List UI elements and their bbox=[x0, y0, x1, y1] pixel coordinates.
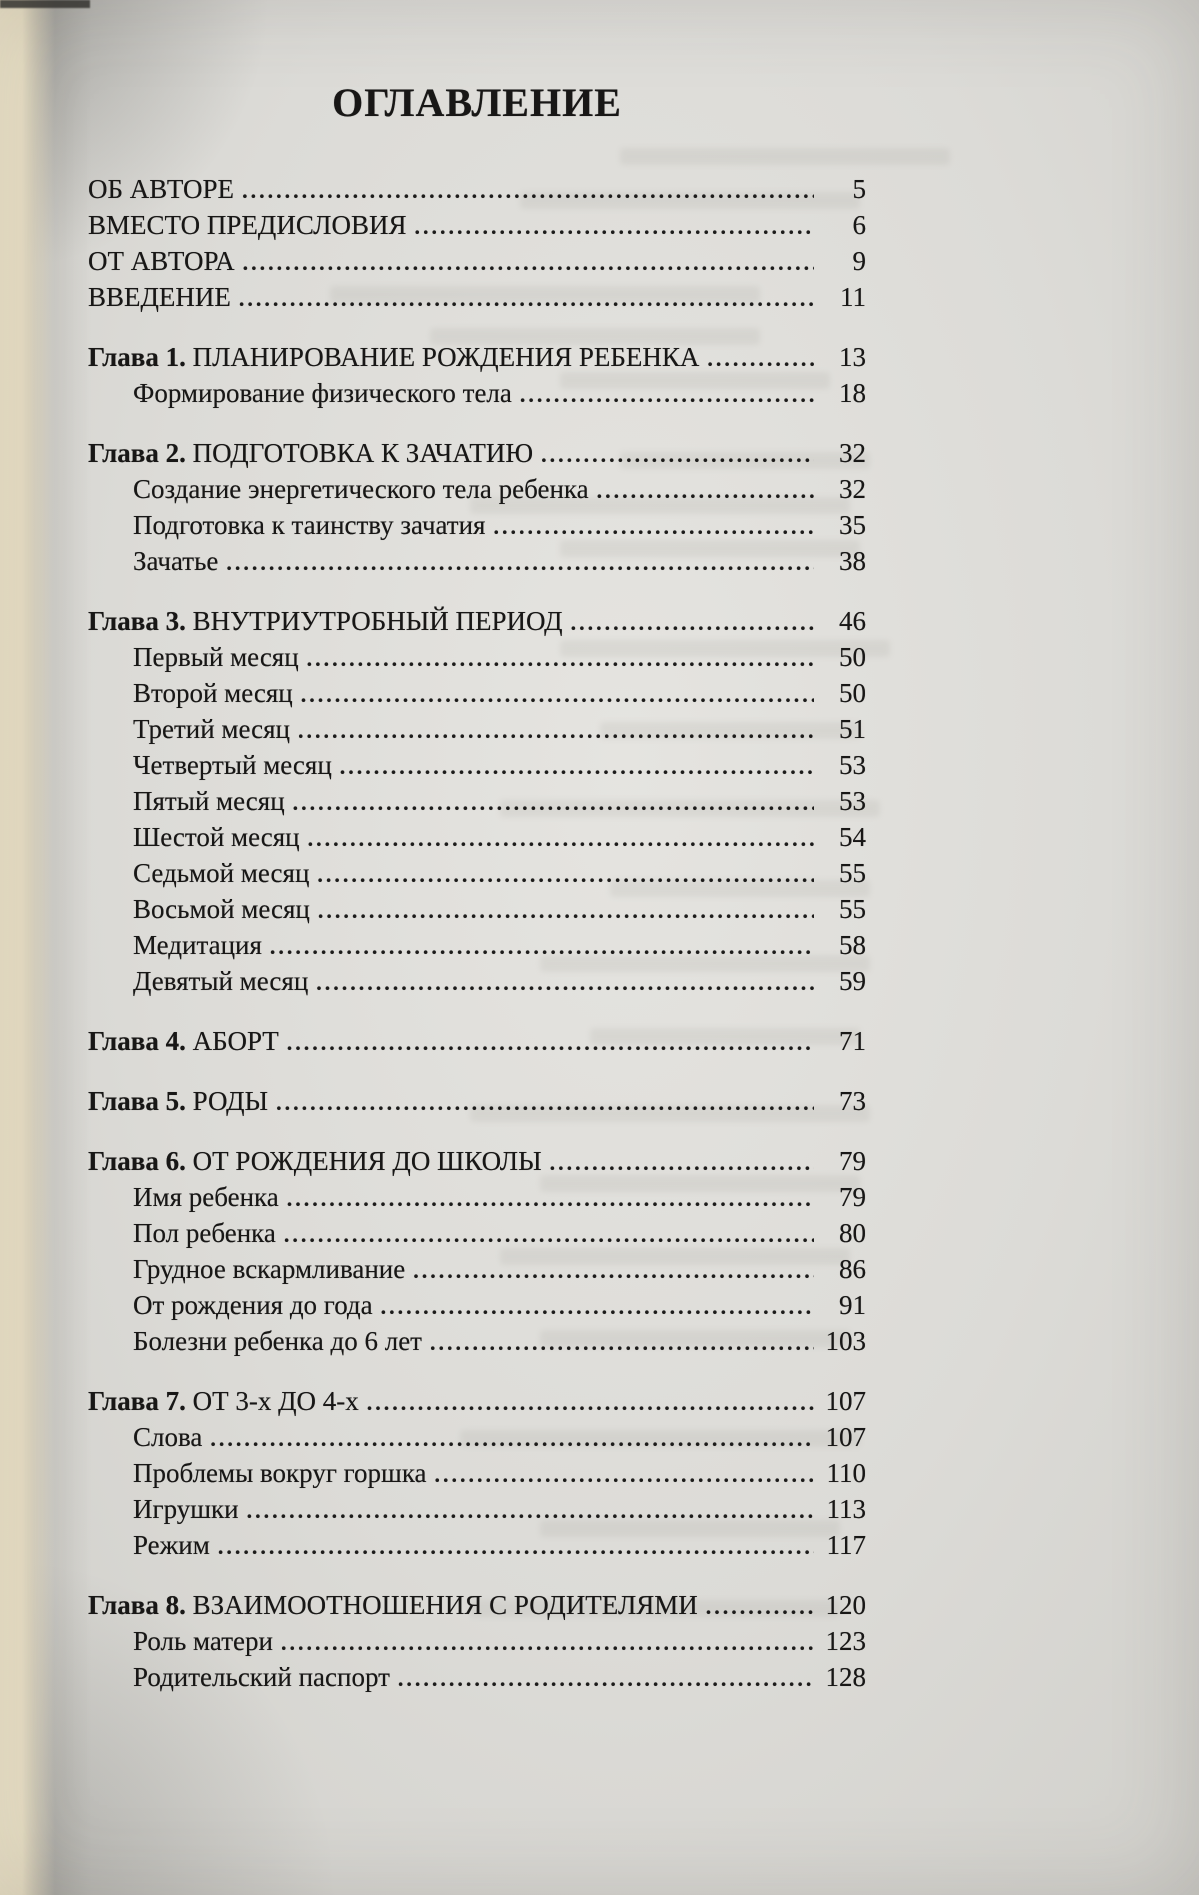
toc-entry-label bbox=[88, 340, 699, 375]
toc-chapter-block bbox=[88, 1024, 866, 1060]
toc-entry-title: Третий месяц bbox=[133, 714, 290, 744]
toc-entry-page: 107 bbox=[825, 1422, 866, 1452]
toc-entry-title: Седьмой месяц bbox=[133, 858, 310, 888]
dot-leader bbox=[287, 1181, 814, 1216]
toc-entry-label bbox=[133, 676, 293, 711]
toc-chapter-row bbox=[88, 1084, 866, 1120]
toc-chapter-block bbox=[88, 1588, 866, 1696]
toc-section-row bbox=[88, 1324, 866, 1360]
toc-entry-page: 117 bbox=[826, 1530, 866, 1560]
toc-chapter-block bbox=[88, 1084, 866, 1120]
toc-entry-page: 59 bbox=[839, 966, 866, 996]
toc-entry-page: 110 bbox=[826, 1458, 866, 1488]
dot-leader bbox=[541, 437, 814, 472]
dot-leader bbox=[707, 341, 814, 376]
toc-entry-title: Режим bbox=[133, 1530, 210, 1560]
toc-entry-label bbox=[133, 1252, 405, 1287]
toc-chapter-row bbox=[88, 436, 866, 472]
toc-entry-title: Девятый месяц bbox=[133, 966, 309, 996]
dot-leader bbox=[247, 1493, 814, 1528]
toc-entry-title: АБОРТ bbox=[192, 1026, 279, 1056]
dot-leader bbox=[571, 605, 814, 640]
toc-section-row bbox=[88, 892, 866, 928]
toc-entry-page: 80 bbox=[839, 1218, 866, 1248]
toc-entry-label bbox=[88, 436, 533, 471]
toc-entry-label bbox=[133, 1180, 279, 1215]
dot-leader bbox=[293, 785, 814, 820]
dot-leader bbox=[367, 1385, 814, 1420]
toc-entry-title: Медитация bbox=[133, 930, 262, 960]
toc-entry-label bbox=[133, 1660, 390, 1695]
toc-entry-title: Подготовка к таинству зачатия bbox=[133, 510, 486, 540]
toc-section-row bbox=[88, 856, 866, 892]
toc-entry-title: Родительский паспорт bbox=[133, 1662, 390, 1692]
dot-leader bbox=[276, 1085, 814, 1120]
toc-entry-page: 107 bbox=[825, 1386, 866, 1416]
toc-entry-label bbox=[133, 1324, 422, 1359]
toc-section-row bbox=[88, 1216, 866, 1252]
toc-entry-page: 5 bbox=[852, 174, 866, 204]
dot-leader bbox=[287, 1025, 814, 1060]
toc-entry-label bbox=[133, 1288, 373, 1323]
toc-entry-title: Формирование физического тела bbox=[133, 378, 512, 408]
toc-section-row bbox=[88, 640, 866, 676]
front-matter-list bbox=[88, 172, 866, 316]
toc-entry-title: ПЛАНИРОВАНИЕ РОЖДЕНИЯ РЕБЕНКА bbox=[192, 342, 700, 372]
toc-entry-title: Имя ребенка bbox=[133, 1182, 279, 1212]
toc-chapter-block bbox=[88, 1144, 866, 1360]
toc-section-row bbox=[88, 1288, 866, 1324]
toc-entry-page: 35 bbox=[839, 510, 866, 540]
toc-entry-page: 53 bbox=[839, 750, 866, 780]
toc-front-row bbox=[88, 244, 866, 280]
toc-entry-label bbox=[88, 1024, 279, 1059]
toc-entry-label bbox=[88, 1144, 542, 1179]
toc-entry-title: Шестой месяц bbox=[133, 822, 300, 852]
toc-entry-title: Второй месяц bbox=[133, 678, 293, 708]
toc-entry-label bbox=[133, 472, 589, 507]
chapter-number: Глава 1. bbox=[88, 342, 193, 372]
toc-content bbox=[88, 0, 866, 1696]
toc-section-row bbox=[88, 472, 866, 508]
toc-entry-page: 32 bbox=[839, 474, 866, 504]
chapter-list bbox=[88, 340, 866, 1696]
toc-entry-title: Слова bbox=[133, 1422, 203, 1452]
toc-entry-label bbox=[133, 1492, 239, 1527]
dot-leader bbox=[317, 857, 814, 892]
toc-chapter-block bbox=[88, 340, 866, 412]
toc-entry-page: 11 bbox=[840, 282, 866, 312]
toc-entry-title: ВМЕСТО ПРЕДИСЛОВИЯ bbox=[88, 210, 407, 240]
toc-section-row bbox=[88, 1180, 866, 1216]
toc-entry-page: 73 bbox=[839, 1086, 866, 1116]
toc-entry-page: 55 bbox=[839, 858, 866, 888]
dot-leader bbox=[298, 713, 814, 748]
page-title: ОГЛАВЛЕНИЕ bbox=[332, 80, 622, 125]
toc-entry-title: Первый месяц bbox=[133, 642, 299, 672]
toc-section-row bbox=[88, 508, 866, 544]
toc-front-row bbox=[88, 208, 866, 244]
toc-chapter-block bbox=[88, 1384, 866, 1564]
dot-leader bbox=[243, 245, 814, 280]
toc-entry-page: 50 bbox=[839, 678, 866, 708]
toc-entry-label bbox=[133, 1456, 427, 1491]
toc-entry-page: 123 bbox=[825, 1626, 866, 1656]
toc-entry-page: 103 bbox=[825, 1326, 866, 1356]
toc-entry-label bbox=[88, 172, 234, 207]
toc-chapter-row bbox=[88, 1144, 866, 1180]
toc-chapter-block bbox=[88, 604, 866, 1000]
toc-chapter-row bbox=[88, 604, 866, 640]
toc-entry-label bbox=[88, 244, 235, 279]
chapter-number: Глава 3. bbox=[88, 606, 193, 636]
toc-entry-title: ВЗАИМООТНОШЕНИЯ С РОДИТЕЛЯМИ bbox=[192, 1590, 698, 1620]
toc-entry-label bbox=[133, 748, 332, 783]
toc-entry-title: Восьмой месяц bbox=[133, 894, 310, 924]
dot-leader bbox=[381, 1289, 814, 1324]
toc-section-row bbox=[88, 544, 866, 580]
toc-entry-page: 55 bbox=[839, 894, 866, 924]
toc-entry-page: 86 bbox=[839, 1254, 866, 1284]
toc-section-row bbox=[88, 1420, 866, 1456]
chapter-number: Глава 4. bbox=[88, 1026, 193, 1056]
dot-leader bbox=[226, 545, 814, 580]
dot-leader bbox=[597, 473, 814, 508]
dot-leader bbox=[706, 1589, 814, 1624]
dot-leader bbox=[281, 1625, 814, 1660]
toc-section-row bbox=[88, 712, 866, 748]
toc-entry-title: Создание энергетического тела ребенка bbox=[133, 474, 589, 504]
chapter-number: Глава 6. bbox=[88, 1146, 193, 1176]
dot-leader bbox=[398, 1661, 814, 1696]
toc-entry-label bbox=[133, 1216, 276, 1251]
toc-entry-label bbox=[133, 964, 308, 999]
toc-entry-label bbox=[133, 640, 299, 675]
toc-section-row bbox=[88, 820, 866, 856]
toc-entry-page: 79 bbox=[839, 1146, 866, 1176]
toc-entry-page: 128 bbox=[825, 1662, 866, 1692]
dot-leader bbox=[307, 641, 814, 676]
dot-leader bbox=[493, 509, 814, 544]
toc-section-row bbox=[88, 964, 866, 1000]
toc-entry-label bbox=[88, 1588, 698, 1623]
toc-entry-title: Грудное вскармливание bbox=[133, 1254, 406, 1284]
dot-leader bbox=[520, 377, 814, 412]
toc-entry-title: ОТ РОЖДЕНИЯ ДО ШКОЛЫ bbox=[192, 1146, 542, 1176]
toc-section-row bbox=[88, 1624, 866, 1660]
toc-chapter-row bbox=[88, 1384, 866, 1420]
toc-entry-title: ПОДГОТОВКА К ЗАЧАТИЮ bbox=[192, 438, 534, 468]
toc-entry-title: Четвертый месяц bbox=[133, 750, 332, 780]
toc-entry-title: ВНУТРИУТРОБНЫЙ ПЕРИОД bbox=[192, 606, 563, 636]
dot-leader bbox=[218, 1529, 814, 1564]
chapter-number: Глава 5. bbox=[88, 1086, 193, 1116]
dot-leader bbox=[340, 749, 814, 784]
toc-entry-label bbox=[88, 208, 407, 243]
toc-entry-label bbox=[88, 604, 563, 639]
toc-entry-title: Игрушки bbox=[133, 1494, 239, 1524]
toc-entry-page: 6 bbox=[852, 210, 866, 240]
toc-chapter-row bbox=[88, 340, 866, 376]
dot-leader bbox=[210, 1421, 814, 1456]
toc-front-row bbox=[88, 172, 866, 208]
toc-entry-title: Болезни ребенка до 6 лет bbox=[133, 1326, 422, 1356]
toc-section-row bbox=[88, 1528, 866, 1564]
toc-entry-page: 120 bbox=[825, 1590, 866, 1620]
toc-front-row bbox=[88, 280, 866, 316]
toc-entry-title: Роль матери bbox=[133, 1626, 273, 1656]
dot-leader bbox=[284, 1217, 814, 1252]
toc-entry-label bbox=[133, 856, 309, 891]
chapter-number: Глава 7. bbox=[88, 1386, 193, 1416]
toc-section-row bbox=[88, 676, 866, 712]
toc-entry-page: 58 bbox=[839, 930, 866, 960]
toc-entry-page: 18 bbox=[839, 378, 866, 408]
toc-entry-title: Проблемы вокруг горшка bbox=[133, 1458, 427, 1488]
dot-leader bbox=[550, 1145, 814, 1180]
toc-entry-title: От рождения до года bbox=[133, 1290, 373, 1320]
dot-leader bbox=[318, 893, 814, 928]
toc-entry-page: 46 bbox=[839, 606, 866, 636]
toc-section-row bbox=[88, 928, 866, 964]
toc-entry-title: ВВЕДЕНИЕ bbox=[88, 282, 231, 312]
toc-entry-page: 54 bbox=[839, 822, 866, 852]
toc-entry-title: Зачатье bbox=[133, 546, 219, 576]
toc-entry-page: 51 bbox=[839, 714, 866, 744]
dot-leader bbox=[270, 929, 814, 964]
toc-section-row bbox=[88, 748, 866, 784]
toc-entry-label bbox=[133, 820, 300, 855]
toc-entry-page: 113 bbox=[826, 1494, 866, 1524]
toc-entry-label bbox=[133, 544, 218, 579]
toc-entry-label bbox=[133, 1624, 273, 1659]
toc-entry-label bbox=[88, 1084, 268, 1119]
chapter-number: Глава 2. bbox=[88, 438, 193, 468]
dot-leader bbox=[435, 1457, 814, 1492]
toc-entry-page: 50 bbox=[839, 642, 866, 672]
toc-entry-label bbox=[133, 892, 310, 927]
toc-entry-title: Пол ребенка bbox=[133, 1218, 276, 1248]
dot-leader bbox=[316, 965, 814, 1000]
dot-leader bbox=[301, 677, 814, 712]
toc-entry-page: 32 bbox=[839, 438, 866, 468]
toc-entry-label bbox=[133, 508, 485, 543]
toc-section-row bbox=[88, 1660, 866, 1696]
toc-entry-title: ОБ АВТОРЕ bbox=[88, 174, 235, 204]
toc-chapter-row bbox=[88, 1588, 866, 1624]
dot-leader bbox=[239, 281, 814, 316]
dot-leader bbox=[242, 173, 814, 208]
toc-entry-label bbox=[133, 376, 512, 411]
toc-entry-label bbox=[133, 712, 290, 747]
toc-entry-title: ОТ 3-х ДО 4-х bbox=[192, 1386, 359, 1416]
toc-section-row bbox=[88, 784, 866, 820]
toc-entry-title: Пятый месяц bbox=[133, 786, 285, 816]
toc-entry-page: 53 bbox=[839, 786, 866, 816]
toc-entry-page: 71 bbox=[839, 1026, 866, 1056]
toc-chapter-row bbox=[88, 1024, 866, 1060]
toc-section-row bbox=[88, 1492, 866, 1528]
toc-chapter-block bbox=[88, 436, 866, 580]
toc-entry-page: 79 bbox=[839, 1182, 866, 1212]
toc-entry-page: 9 bbox=[852, 246, 866, 276]
toc-section-row bbox=[88, 376, 866, 412]
toc-section-row bbox=[88, 1456, 866, 1492]
toc-entry-page: 38 bbox=[839, 546, 866, 576]
toc-entry-page: 91 bbox=[839, 1290, 866, 1320]
toc-entry-label bbox=[88, 1384, 359, 1419]
toc-entry-label bbox=[133, 1420, 202, 1455]
dot-leader bbox=[308, 821, 814, 856]
toc-entry-label bbox=[133, 1528, 210, 1563]
dot-leader bbox=[430, 1325, 814, 1360]
toc-section-row bbox=[88, 1252, 866, 1288]
toc-entry-title: ОТ АВТОРА bbox=[88, 246, 235, 276]
toc-entry-label bbox=[133, 928, 262, 963]
dot-leader bbox=[413, 1253, 814, 1288]
chapter-number: Глава 8. bbox=[88, 1590, 193, 1620]
toc-entry-title: РОДЫ bbox=[192, 1086, 269, 1116]
toc-entry-label bbox=[133, 784, 285, 819]
dot-leader bbox=[415, 209, 815, 244]
toc-entry-page: 13 bbox=[839, 342, 866, 372]
toc-entry-label bbox=[88, 280, 231, 315]
